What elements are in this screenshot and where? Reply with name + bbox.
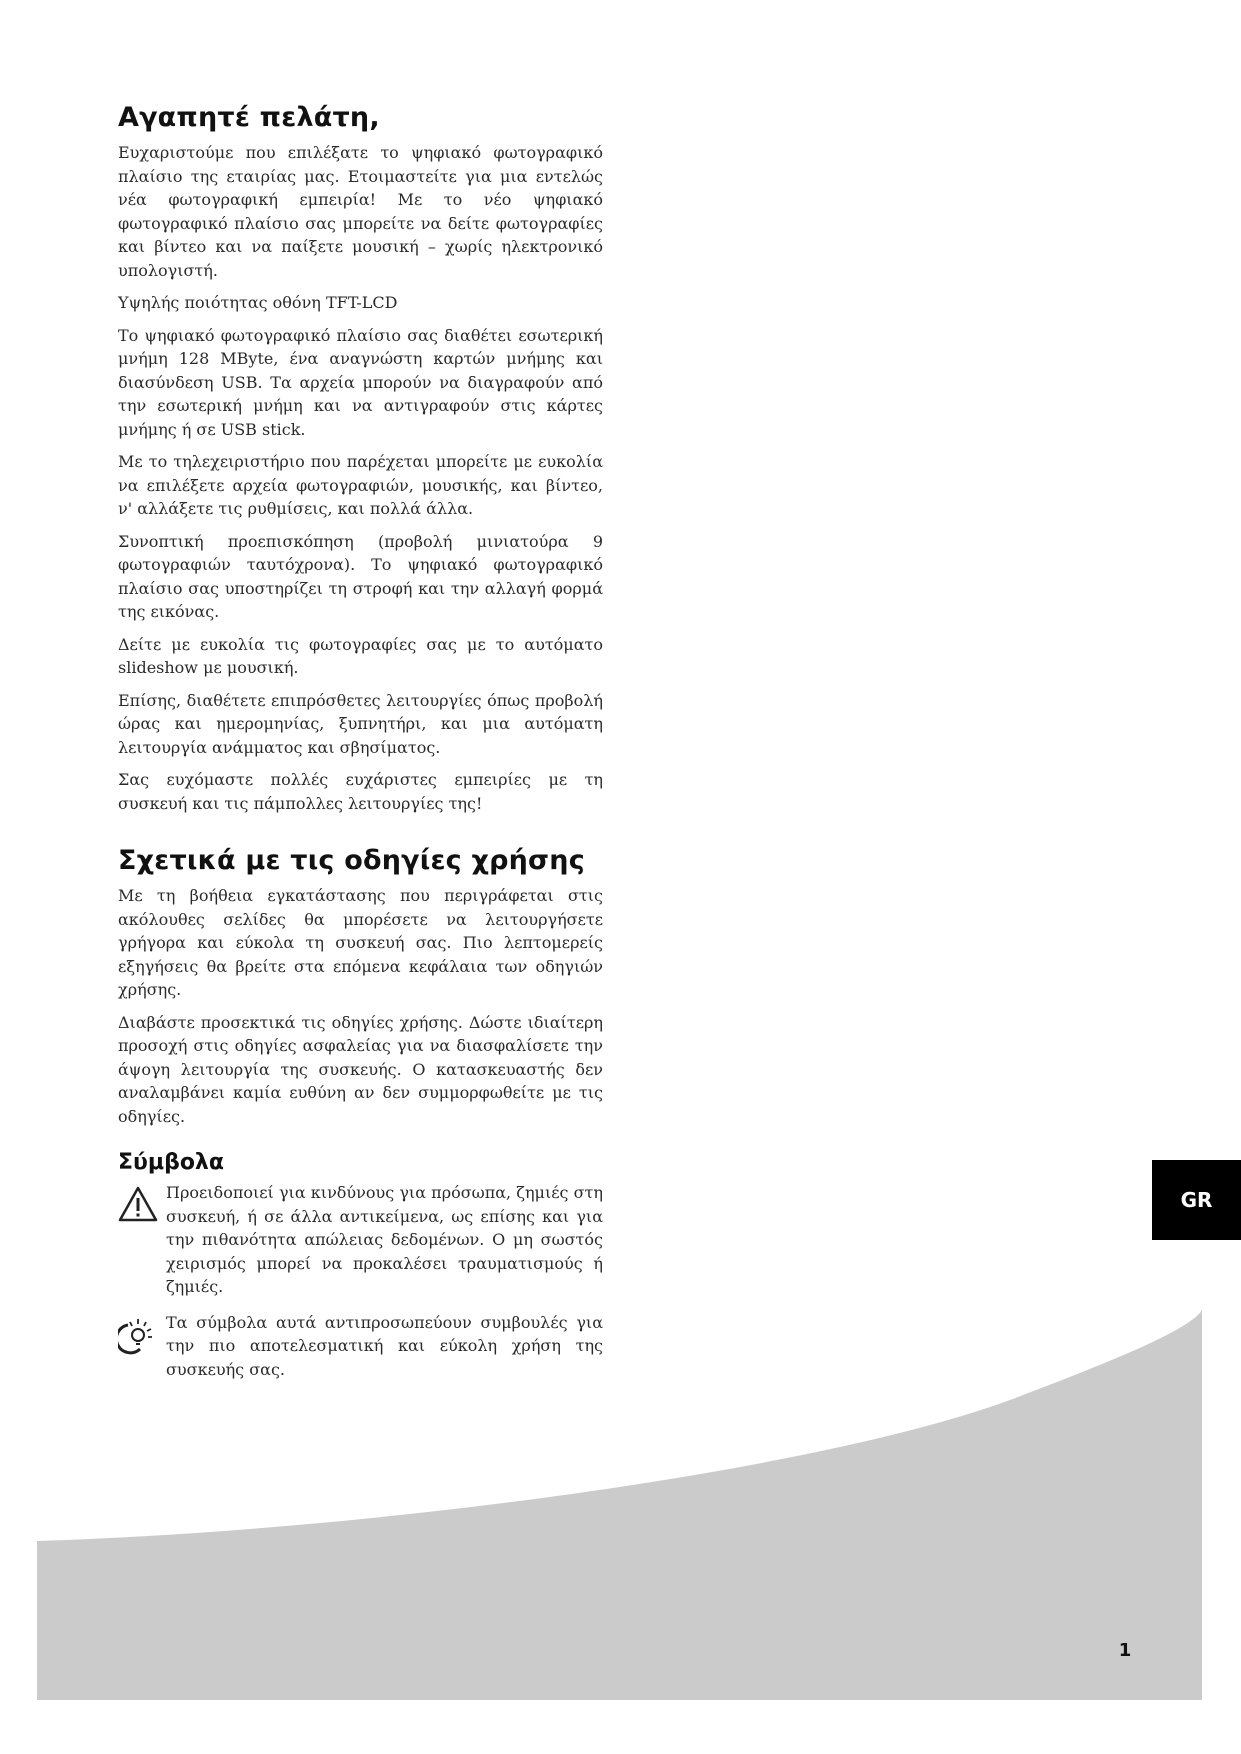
tip-text: Τα σύμβολα αυτά αντιπροσωπεύουν συμβουλές για την πιο αποτελεσματική και εύκολη χρήση της συσκευής σας. xyxy=(166,1312,603,1379)
language-tab-label: GR xyxy=(1180,1188,1213,1212)
warning-text: Προειδοποιεί για κινδύνους για πρόσωπα, ζημιές στη συσκευή, ή σε άλλα αντικείμενα, ως επίσης και για την πιθανότητα απώλειας δεδομένων. Ο μη σωστός χειρισμός μπορεί να προκαλέσει τραυματισμούς ή ζημιές. xyxy=(166,1183,603,1296)
welcome-paragraph: Με το τηλεχειριστήριο που παρέχεται μπορείτε με ευκολία να επιλέξετε αρχεία φωτογραφιών, μουσικής, και βίντεο, ν' αλλάξετε τις ρυθμίσεις, και πολλά άλλα. xyxy=(118,452,603,518)
main-content xyxy=(118,102,603,1393)
page-number: 1 xyxy=(1118,1640,1132,1661)
language-tab xyxy=(1152,1160,1241,1240)
tip-icon xyxy=(118,1311,158,1382)
welcome-paragraph: Επίσης, διαθέτετε επιπρόσθετες λειτουργίες όπως προβολή ώρας και ημερομηνίας, ξυπνητήρι, και μια αυτόματη λειτουργία ανάμματος και σβησίματος. xyxy=(118,690,603,757)
welcome-paragraph: Σας ευχόμαστε πολλές ευχάριστες εμπειρίες με τη συσκευή και τις πάμπολλες λειτουργίες της! xyxy=(118,770,603,813)
welcome-paragraph: Ευχαριστούμε που επιλέξατε το ψηφιακό φωτογραφικό πλαίσιο της εταιρίας μας. Ετοιμαστείτε για μια εντελώς νέα φωτογραφική εμπειρία! Με το νέο ψηφιακό φωτογραφικό πλαίσιο σας μπορείτε να δείτε φωτογραφίες και βίντεο και να παίξετε μουσική – χωρίς ηλεκτρονικό υπολογιστή. xyxy=(118,143,603,280)
tip-symbol-row xyxy=(118,1311,603,1382)
symbols-title: Σύμβολα xyxy=(118,1150,224,1175)
manual-title: Σχετικά με τις οδηγίες χρήσης xyxy=(118,845,585,876)
warning-icon xyxy=(118,1181,158,1299)
manual-paragraph: Διαβάστε προσεκτικά τις οδηγίες χρήσης. Δώστε ιδιαίτερη προσοχή στις οδηγίες ασφαλείας για να διασφαλίσετε την άψογη λειτουργία της συσκευής. Ο κατασκευαστής δεν αναλαμβάνει καμία ευθύνη αν δεν συμμορφωθείτε με τις οδηγίες. xyxy=(118,1012,603,1126)
welcome-paragraph: Υψηλής ποιότητας οθόνη TFT-LCD xyxy=(118,293,398,312)
welcome-paragraph: Το ψηφιακό φωτογραφικό πλαίσιο σας διαθέτει εσωτερική μνήμη 128 MByte, ένα αναγνώστη καρτών μνήμης και διασύνδεση USB. Τα αρχεία μπορούν να διαγραφούν από την εσωτερική μνήμη και να αντιγραφούν στις κάρτες μνήμης ή σε USB stick. xyxy=(118,325,603,439)
warning-symbol-row xyxy=(118,1181,603,1299)
welcome-paragraph: Συνοπτική προεπισκόπηση (προβολή μινιατούρα 9 φωτογραφιών ταυτόχρονα). Το ψηφιακό φωτογραφικό πλαίσιο σας υποστηρίζει τη στροφή και την αλλαγή φορμά της εικόνας. xyxy=(118,531,603,621)
welcome-paragraph: Δείτε με ευκολία τις φωτογραφίες σας με το αυτόματο slideshow με μουσική. xyxy=(118,634,603,677)
welcome-title: Αγαπητέ πελάτη, xyxy=(118,102,380,133)
manual-paragraph: Με τη βοήθεια εγκατάστασης που περιγράφεται στις ακόλουθες σελίδες θα μπορέσετε να λειτουργήσετε γρήγορα και εύκολα τη συσκευή σας. Πιο λεπτομερείς εξηγήσεις θα βρείτε στα επόμενα κεφάλαια των οδηγιών χρήσης. xyxy=(118,886,603,999)
